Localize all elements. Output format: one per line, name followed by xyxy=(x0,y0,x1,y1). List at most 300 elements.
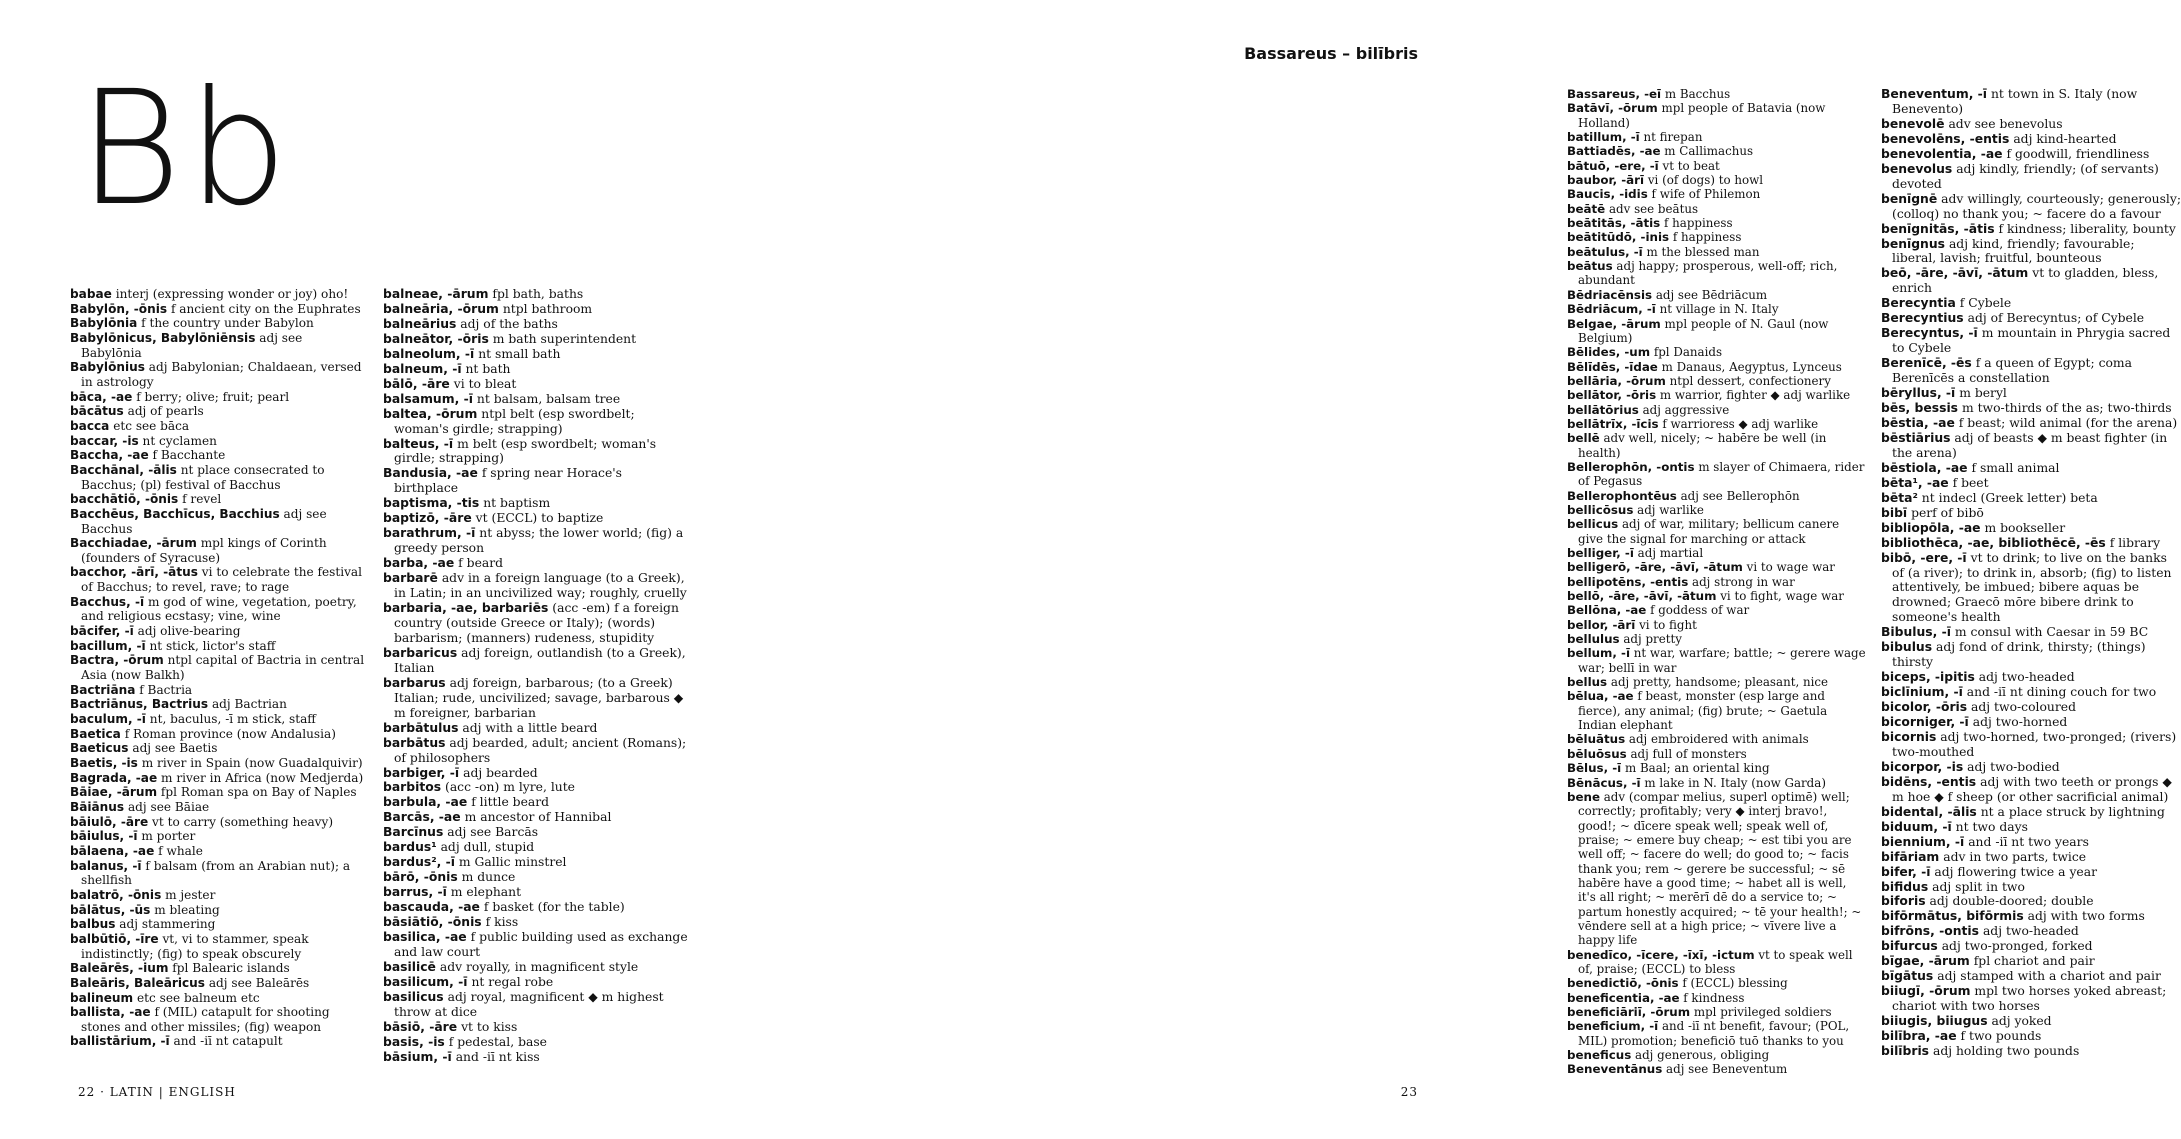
entry-headword: beātitās, -ātis xyxy=(1567,216,1661,231)
entry-definition: f happiness xyxy=(1664,216,1733,231)
entry-definition: mpl people of Batavia (now Holland) xyxy=(1578,101,1826,130)
dictionary-entry xyxy=(70,536,365,565)
dictionary-entry xyxy=(1881,939,2181,954)
page-number-right: 23 xyxy=(1400,1085,1418,1099)
entry-definition: nt indecl (Greek letter) beta xyxy=(1921,490,2098,505)
entry-definition: fpl chariot and pair xyxy=(1973,954,2095,969)
entry-headword: Babylōn, -ōnis xyxy=(70,301,168,316)
dictionary-entry xyxy=(383,362,688,377)
entry-headword: bārō, -ōnis xyxy=(383,870,458,885)
dictionary-entry xyxy=(1881,954,2181,969)
entry-headword: bacca xyxy=(70,418,110,433)
entry-headword: barbitos xyxy=(383,780,442,795)
entry-definition: adj flowering twice a year xyxy=(1934,864,2097,879)
entry-definition: m lake in N. Italy (now Garda) xyxy=(1644,775,1826,790)
dictionary-entry xyxy=(70,434,365,449)
entry-headword: Bēnācus, -ī xyxy=(1567,775,1641,790)
dictionary-entry xyxy=(1881,700,2181,715)
dictionary-entry xyxy=(1567,546,1867,560)
entry-definition: m bookseller xyxy=(1984,520,2066,535)
entry-headword: benevolentia, -ae xyxy=(1881,146,2003,161)
dictionary-entry xyxy=(70,448,365,463)
entry-headword: balneāria, -ōrum xyxy=(383,301,499,316)
entry-definition: nt balsam, balsam tree xyxy=(476,391,621,406)
entry-headword: bēluātus xyxy=(1567,732,1626,747)
dictionary-entry xyxy=(1567,130,1867,144)
dictionary-entry xyxy=(383,526,688,556)
entry-definition: adj see Baetis xyxy=(132,741,218,756)
entry-headword: beneficiāriī, -ōrum xyxy=(1567,1005,1691,1019)
entry-headword: benedictiō, -ōnis xyxy=(1567,976,1679,991)
entry-headword: bellātrīx, -īcis xyxy=(1567,416,1659,431)
entry-definition: adv well, nicely; ~ habēre be well (in health) xyxy=(1578,431,1827,460)
dictionary-entry xyxy=(70,741,365,756)
dictionary-entry xyxy=(1567,360,1867,374)
entry-definition: fpl bath, baths xyxy=(492,287,584,301)
dictionary-entry xyxy=(1881,237,2181,267)
dictionary-entry xyxy=(383,930,688,960)
entry-headword: Baleārēs, -ium xyxy=(70,961,169,976)
entry-definition: m slayer of Chimaera, rider of Pegasus xyxy=(1578,459,1865,489)
dictionary-entry xyxy=(1881,356,2181,386)
dictionary-entry xyxy=(70,961,365,976)
entry-definition: and -iī nt two years xyxy=(1968,834,2089,849)
dictionary-entry xyxy=(1567,790,1867,948)
entry-headword: bellē xyxy=(1567,431,1600,446)
entry-headword: barbarus xyxy=(383,675,446,690)
entry-column-1 xyxy=(70,287,365,1049)
entry-definition: vi to fight, wage war xyxy=(1720,589,1844,604)
entry-definition: f revel xyxy=(182,492,222,507)
dictionary-entry xyxy=(1881,132,2181,147)
entry-headword: balbūtiō, -īre xyxy=(70,931,159,946)
dictionary-entry xyxy=(1567,976,1867,990)
dictionary-entry xyxy=(383,975,688,990)
entry-headword: balatrō, -ōnis xyxy=(70,887,162,902)
entry-headword: bellāria, -ōrum xyxy=(1567,373,1666,388)
entry-definition: m the blessed man xyxy=(1646,244,1760,259)
entry-definition: nt small bath xyxy=(478,346,561,361)
dictionary-entry xyxy=(383,990,688,1020)
dictionary-entry xyxy=(1881,880,2181,895)
dictionary-entry xyxy=(1567,173,1867,187)
entry-headword: beātē xyxy=(1567,201,1606,216)
dictionary-entry xyxy=(1881,491,2181,506)
dictionary-entry xyxy=(383,960,688,975)
entry-headword: batillum, -ī xyxy=(1567,130,1640,145)
dictionary-entry xyxy=(70,507,365,536)
dictionary-entry xyxy=(1881,984,2181,1014)
entry-definition: vt to beat xyxy=(1662,158,1720,173)
entry-headword: bēryllus, -ī xyxy=(1881,386,1956,401)
dictionary-entry xyxy=(70,1034,365,1049)
dictionary-entry xyxy=(383,825,688,840)
entry-definition: f goodwill, friendliness xyxy=(2006,146,2150,161)
dictionary-entry xyxy=(1567,417,1867,431)
dictionary-entry xyxy=(70,302,365,317)
dictionary-entry xyxy=(1567,489,1867,503)
dictionary-entry xyxy=(70,316,365,331)
entry-definition: adj with two forms xyxy=(2027,909,2145,924)
entry-definition: adj two-horned, two-pronged; (rivers) two-mouthed xyxy=(1892,729,2177,759)
entry-headword: bicorpor, -is xyxy=(1881,759,1964,774)
entry-headword: bellātōrius xyxy=(1567,402,1639,417)
entry-headword: bacchātiō, -ōnis xyxy=(70,492,179,507)
entry-headword: Bēdriacēnsis xyxy=(1567,287,1653,302)
dictionary-entry xyxy=(1567,317,1867,346)
entry-definition: f balsam (from an Arabian nut); a shellfish xyxy=(81,858,351,888)
entry-headword: beō, -āre, -āvī, -ātum xyxy=(1881,266,2029,281)
entry-headword: bicornis xyxy=(1881,729,1937,744)
entry-definition: f (ECCL) blessing xyxy=(1682,976,1788,991)
entry-definition: vt to speak well of, praise; (ECCL) to bless xyxy=(1578,947,1853,976)
dictionary-entry xyxy=(1567,589,1867,603)
dictionary-entry xyxy=(1567,374,1867,388)
entry-headword: Bassareus, -eī xyxy=(1567,87,1662,101)
dictionary-entry xyxy=(1567,388,1867,402)
entry-definition: adj see Barcās xyxy=(447,825,539,840)
entry-headword: bāsium, -ī xyxy=(383,1049,452,1064)
dictionary-entry xyxy=(1567,732,1867,746)
entry-headword: Barcās, -ae xyxy=(383,810,461,825)
dictionary-entry xyxy=(1881,117,2181,132)
entry-definition: vi to wage war xyxy=(1746,560,1835,575)
dictionary-entry xyxy=(1567,517,1867,546)
dictionary-entry xyxy=(1881,461,2181,476)
entry-definition: vt to gladden, bless, enrich xyxy=(1892,266,2159,296)
dictionary-entry xyxy=(383,287,688,302)
entry-definition: vt, vi to stammer, speak indistinctly; (fig) to speak obscurely xyxy=(81,931,309,961)
entry-definition: f Bactria xyxy=(139,682,193,697)
dictionary-entry xyxy=(70,917,365,932)
dictionary-entry xyxy=(383,556,688,571)
entry-headword: bacchor, -ārī, -ātus xyxy=(70,565,198,580)
entry-headword: bellicus xyxy=(1567,517,1619,532)
dictionary-entry xyxy=(1881,431,2181,461)
entry-definition: f spring near Horace's birthplace xyxy=(394,466,623,496)
entry-definition: ntpl bathroom xyxy=(502,301,593,316)
entry-headword: bellor, -ārī xyxy=(1567,617,1636,632)
entry-headword: balineum xyxy=(70,990,134,1005)
entry-headword: bēluōsus xyxy=(1567,746,1627,761)
entry-definition: f happiness xyxy=(1672,230,1742,245)
entry-definition: f small animal xyxy=(1971,460,2060,475)
dictionary-entry xyxy=(1881,192,2181,222)
entry-definition: nt abyss; the lower world; (fig) a greedy person xyxy=(394,526,684,556)
dictionary-entry xyxy=(1567,431,1867,460)
entry-headword: bifidus xyxy=(1881,879,1929,894)
entry-headword: Bactra, -ōrum xyxy=(70,653,164,668)
entry-definition: f two pounds xyxy=(1960,1029,2042,1044)
dictionary-entry xyxy=(70,991,365,1006)
dictionary-entry xyxy=(1881,909,2181,924)
entry-headword: benīgnitās, -ātis xyxy=(1881,221,1995,236)
entry-headword: bibulus xyxy=(1881,640,1933,655)
dictionary-entry xyxy=(70,390,365,405)
dictionary-entry xyxy=(70,653,365,682)
dictionary-entry xyxy=(383,676,688,721)
entry-definition: and -iī nt dining couch for two xyxy=(1966,685,2157,700)
entry-definition: adj with two teeth or prongs ◆ m hoe ◆ f sheep (or other sacrificial animal) xyxy=(1892,774,2172,804)
dictionary-entry xyxy=(70,756,365,771)
entry-definition: adj see Babylōnia xyxy=(81,330,303,360)
entry-definition: f kiss xyxy=(485,915,519,930)
dictionary-entry xyxy=(383,437,688,467)
entry-headword: bātuō, -ere, -ī xyxy=(1567,158,1659,173)
dictionary-entry xyxy=(1881,685,2181,700)
dictionary-entry xyxy=(1881,760,2181,775)
entry-headword: Bacchiadae, -ārum xyxy=(70,536,197,551)
dictionary-entry xyxy=(383,347,688,362)
dictionary-entry xyxy=(1881,1029,2181,1044)
dictionary-entry xyxy=(1567,259,1867,288)
dictionary-entry xyxy=(1567,1005,1867,1019)
dictionary-entry xyxy=(70,697,365,712)
entry-headword: bālaena, -ae xyxy=(70,843,155,858)
entry-definition: adj olive-bearing xyxy=(137,624,241,639)
dictionary-entry xyxy=(1567,87,1867,101)
entry-definition: m ancestor of Hannibal xyxy=(464,810,612,825)
entry-definition: m Gallic minstrel xyxy=(458,855,567,870)
dictionary-entry xyxy=(70,419,365,434)
dictionary-entry xyxy=(1567,632,1867,646)
dictionary-entry xyxy=(1567,230,1867,244)
dictionary-entry xyxy=(383,646,688,676)
entry-definition: adv see benevolus xyxy=(1948,116,2063,131)
entry-definition: nt bath xyxy=(465,361,511,376)
dictionary-entry xyxy=(383,496,688,511)
dictionary-entry xyxy=(383,736,688,766)
entry-definition: m beryl xyxy=(1959,386,2007,401)
entry-definition: adj of pearls xyxy=(127,404,204,419)
entry-definition: f beard xyxy=(458,556,504,571)
entry-headword: baculum, -ī xyxy=(70,712,146,727)
entry-definition: adv royally, in magnificent style xyxy=(439,959,639,974)
entry-headword: Bactriānus, Bactrius xyxy=(70,697,209,712)
entry-headword: baptizō, -āre xyxy=(383,511,472,526)
entry-definition: adj kindly, friendly; (of servants) devoted xyxy=(1892,161,2159,191)
dictionary-entry xyxy=(1881,521,2181,536)
dictionary-entry xyxy=(1881,416,2181,431)
entry-headword: barbiger, -ī xyxy=(383,765,460,780)
dictionary-entry xyxy=(383,466,688,496)
dictionary-entry xyxy=(1881,386,2181,401)
entry-definition: adj Bactrian xyxy=(211,697,287,712)
entry-headword: Bellōna, -ae xyxy=(1567,603,1647,618)
dictionary-entry xyxy=(383,915,688,930)
dictionary-entry xyxy=(70,800,365,815)
entry-headword: balneolum, -ī xyxy=(383,346,475,361)
entry-definition: m mountain in Phrygia sacred to Cybele xyxy=(1892,326,2171,356)
dictionary-entry xyxy=(383,766,688,781)
dictionary-entry xyxy=(1881,551,2181,626)
entry-headword: bifer, -ī xyxy=(1881,864,1931,879)
entry-definition: nt, baculus, -ī m stick, staff xyxy=(149,712,316,727)
entry-definition: adj kind-hearted xyxy=(2013,131,2117,146)
entry-definition: adj pretty, handsome; pleasant, nice xyxy=(1610,675,1829,690)
dictionary-entry xyxy=(1881,87,2181,117)
entry-definition: f library xyxy=(2109,535,2161,550)
dictionary-entry xyxy=(1881,162,2181,192)
dictionary-entry xyxy=(1881,775,2181,805)
dictionary-entry xyxy=(70,844,365,859)
entry-definition: nt a place struck by lightning xyxy=(1980,804,2165,819)
entry-definition: (acc -on) m lyre, lute xyxy=(445,780,575,795)
entry-definition: f pedestal, base xyxy=(448,1034,547,1049)
entry-headword: bilībris xyxy=(1881,1044,1930,1058)
entry-definition: adj split in two xyxy=(1932,879,2025,894)
entry-definition: adj embroidered with animals xyxy=(1628,732,1809,747)
entry-definition: and -iī nt kiss xyxy=(455,1049,540,1064)
entry-headword: beneficentia, -ae xyxy=(1567,990,1680,1005)
entry-headword: baptisma, -tis xyxy=(383,496,480,511)
entry-headword: Berecyntius xyxy=(1881,311,1964,326)
dictionary-entry xyxy=(1881,401,2181,416)
entry-headword: baccar, -is xyxy=(70,433,139,448)
entry-headword: biennium, -ī xyxy=(1881,834,1965,849)
entry-definition: m Callimachus xyxy=(1664,144,1754,159)
entry-definition: adj see Bellerophōn xyxy=(1680,488,1800,503)
entry-headword: Berecyntia xyxy=(1881,296,1956,311)
dictionary-entry xyxy=(1881,1044,2181,1059)
entry-definition: perf of bibō xyxy=(1911,505,1984,520)
entry-definition: and -iī nt benefit, favour; (POL, MIL) promotion; beneficiō tuō thanks to you xyxy=(1578,1019,1850,1048)
entry-headword: benevolus xyxy=(1881,161,1953,176)
dictionary-entry xyxy=(1881,222,2181,237)
dictionary-entry xyxy=(1881,805,2181,820)
dictionary-entry xyxy=(70,639,365,654)
dictionary-entry xyxy=(1567,101,1867,130)
entry-headword: biceps, -ipitis xyxy=(1881,670,1975,685)
dictionary-entry xyxy=(70,829,365,844)
entry-definition: f goddess of war xyxy=(1650,603,1750,618)
entry-definition: mpl two horses yoked abreast; chariot with two horses xyxy=(1892,984,2167,1014)
entry-definition: f a queen of Egypt; coma Berenīcēs a constellation xyxy=(1892,356,2132,386)
dictionary-entry xyxy=(1567,460,1867,489)
entry-definition: f berry; olive; fruit; pearl xyxy=(136,389,290,404)
entry-headword: bascauda, -ae xyxy=(383,900,480,915)
entry-definition: nt firepan xyxy=(1643,130,1703,145)
dictionary-entry xyxy=(70,859,365,888)
dictionary-entry xyxy=(383,1020,688,1035)
left-page xyxy=(0,0,750,1139)
dictionary-entry xyxy=(383,511,688,526)
entry-headword: bēstiola, -ae xyxy=(1881,460,1968,475)
entry-headword: belligerō, -āre, -āvī, -ātum xyxy=(1567,560,1743,575)
dictionary-entry xyxy=(1881,536,2181,551)
dictionary-entry xyxy=(383,885,688,900)
entry-definition: nt two days xyxy=(1955,819,2028,834)
entry-headword: bellō, -āre, -āvī, -ātum xyxy=(1567,589,1717,604)
dictionary-entry xyxy=(1881,670,2181,685)
entry-headword: bēstiārius xyxy=(1881,430,1951,445)
entry-headword: Bēlus, -ī xyxy=(1567,761,1622,776)
entry-definition: f whale xyxy=(158,843,203,858)
entry-headword: bēs, bessis xyxy=(1881,401,1959,416)
entry-definition: f basket (for the table) xyxy=(483,900,625,915)
entry-definition: vt to kiss xyxy=(461,1019,518,1034)
entry-headword: Barcīnus xyxy=(383,825,444,840)
dictionary-entry xyxy=(383,780,688,795)
running-head: Bassareus – bilībris xyxy=(1244,44,1418,63)
entry-headword: balsamum, -ī xyxy=(383,391,473,406)
entry-definition: nt baptism xyxy=(483,496,551,511)
entry-definition: m jester xyxy=(165,887,216,902)
dictionary-entry xyxy=(1881,924,2181,939)
entry-definition: f beet xyxy=(1952,475,1989,490)
dictionary-entry xyxy=(1567,187,1867,201)
entry-definition: adj of Berecyntus; of Cybele xyxy=(1967,311,2145,326)
entry-definition: adj see Bāiae xyxy=(127,799,210,814)
dictionary-entry xyxy=(1567,991,1867,1005)
entry-definition: adj with a little beard xyxy=(462,720,598,735)
entry-headword: Berecyntus, -ī xyxy=(1881,326,1978,341)
entry-headword: bifurcus xyxy=(1881,939,1938,954)
dictionary-entry xyxy=(1567,302,1867,316)
entry-definition: vi to celebrate the festival of Bacchus; to revel, rave; to rage xyxy=(81,565,363,595)
entry-headword: baubor, -ārī xyxy=(1567,173,1645,188)
entry-headword: Bandusia, -ae xyxy=(383,466,478,481)
entry-headword: barbaricus xyxy=(383,645,458,660)
entry-headword: Bactriāna xyxy=(70,682,136,697)
entry-headword: ballista, -ae xyxy=(70,1005,151,1020)
entry-headword: bibliothēca, -ae, bibliothēcē, -ēs xyxy=(1881,535,2106,550)
entry-headword: benevolē xyxy=(1881,116,1945,131)
entry-definition: nt village in N. Italy xyxy=(1659,302,1779,317)
entry-definition: adj full of monsters xyxy=(1630,746,1747,761)
entry-headword: basilicus xyxy=(383,989,444,1004)
entry-headword: bāca, -ae xyxy=(70,389,133,404)
entry-definition: nt stick, lictor's staff xyxy=(149,638,276,653)
entry-definition: adj of beasts ◆ m beast fighter (in the arena) xyxy=(1892,430,2168,460)
dictionary-entry xyxy=(1881,730,2181,760)
dictionary-entry xyxy=(383,1035,688,1050)
entry-headword: bicorniger, -ī xyxy=(1881,715,1969,730)
entry-headword: bēstia, -ae xyxy=(1881,415,1955,430)
entry-headword: Bēlides, -um xyxy=(1567,345,1651,360)
dictionary-entry xyxy=(1567,948,1867,977)
entry-headword: beneficus xyxy=(1567,1048,1632,1063)
entry-headword: bēlua, -ae xyxy=(1567,689,1634,704)
dictionary-entry xyxy=(383,377,688,392)
entry-definition: f Roman province (now Andalusia) xyxy=(124,726,336,741)
dictionary-entry xyxy=(383,302,688,317)
entry-definition: fpl Balearic islands xyxy=(172,961,290,976)
entry-headword: basilica, -ae xyxy=(383,929,467,944)
dictionary-entry xyxy=(1567,675,1867,689)
entry-headword: balanus, -ī xyxy=(70,858,142,873)
entry-headword: beātitūdō, -inis xyxy=(1567,230,1670,245)
dictionary-entry xyxy=(1567,618,1867,632)
entry-definition: vi to bleat xyxy=(453,376,517,391)
entry-definition: adj pretty xyxy=(1623,632,1682,647)
entry-definition: m river in Spain (now Guadalquivir) xyxy=(141,756,363,770)
dictionary-entry xyxy=(70,492,365,507)
entry-definition: ntpl capital of Bactria in central Asia (now Balkh) xyxy=(81,653,365,683)
entry-headword: bīgae, -ārum xyxy=(1881,954,1970,969)
entry-headword: bardus¹ xyxy=(383,840,437,855)
dictionary-entry xyxy=(70,785,365,800)
entry-definition: adj two-pronged, forked xyxy=(1941,939,2093,954)
entry-definition: adj foreign, barbarous; (to a Greek) Italian; rude, uncivilized; savage, barbarous ◆ m foreigner, barbarian xyxy=(394,675,684,720)
entry-headword: babae xyxy=(70,287,112,301)
entry-definition: adj two-coloured xyxy=(1971,700,2076,715)
entry-headword: bācifer, -ī xyxy=(70,624,134,639)
entry-headword: benedīco, -īcere, -īxī, -ictum xyxy=(1567,947,1755,962)
entry-headword: Bacchānal, -ālis xyxy=(70,462,177,477)
entry-headword: bācātus xyxy=(70,404,124,419)
entry-headword: biforis xyxy=(1881,894,1926,909)
